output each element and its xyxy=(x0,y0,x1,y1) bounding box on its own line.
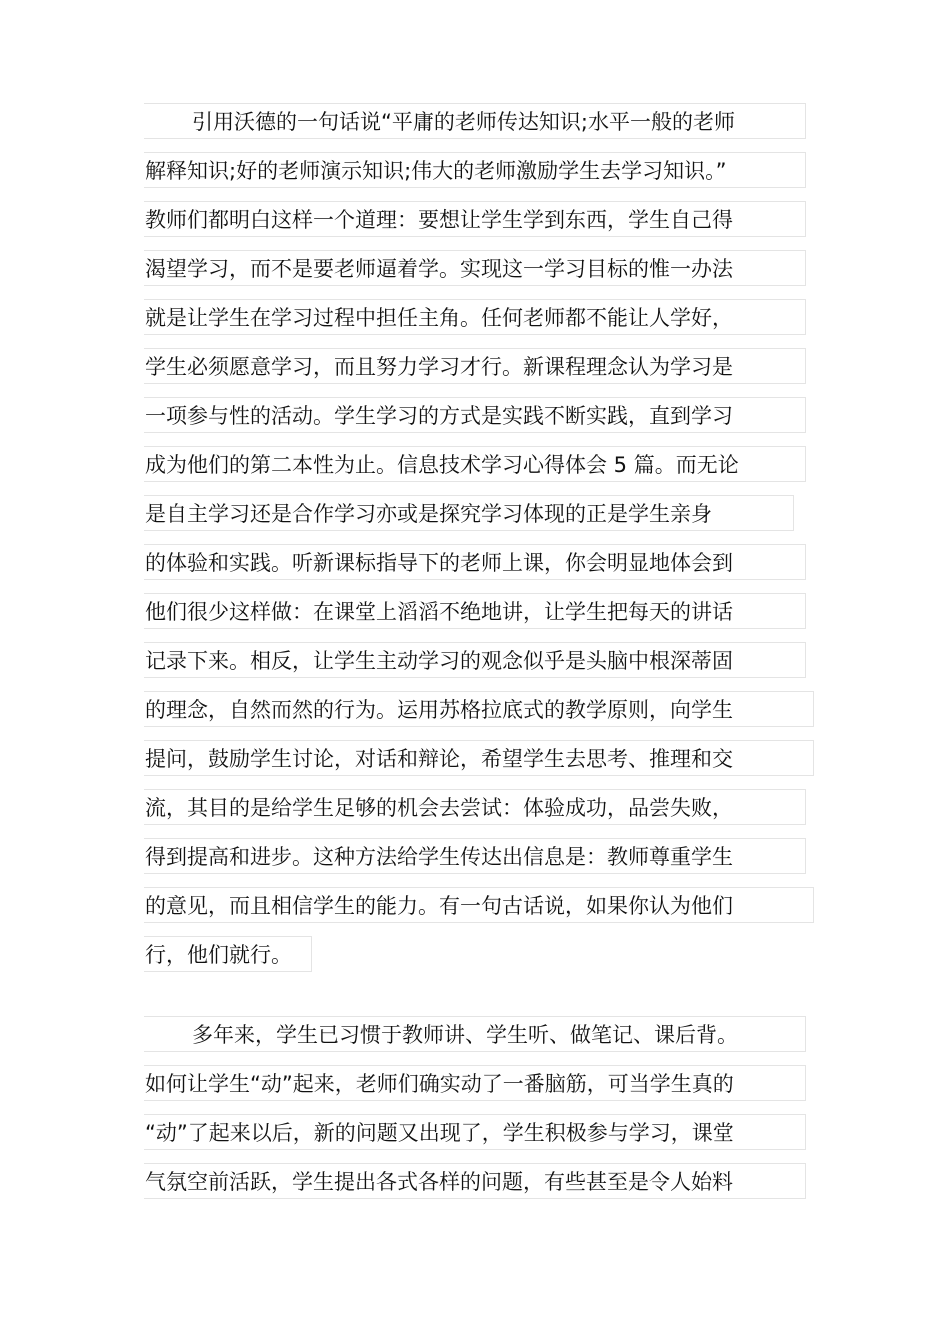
text-line: 气氛空前活跃，学生提出各式各样的问题，有些甚至是令人始料 xyxy=(144,1163,806,1199)
text-line: 的意见，而且相信学生的能力。有一句古话说，如果你认为他们 xyxy=(144,887,814,923)
text-line: 就是让学生在学习过程中担任主角。任何老师都不能让人学好， xyxy=(144,299,806,335)
text-line: 的理念，自然而然的行为。运用苏格拉底式的教学原则，向学生 xyxy=(144,691,814,727)
text-line: 的体验和实践。听新课标指导下的老师上课，你会明显地体会到 xyxy=(144,544,806,580)
text-line: 他们很少这样做：在课堂上滔滔不绝地讲，让学生把每天的讲话 xyxy=(144,593,806,629)
text-line: 渴望学习，而不是要老师逼着学。实现这一学习目标的惟一办法 xyxy=(144,250,806,286)
text-line: 成为他们的第二本性为止。信息技术学习心得体会 5 篇。而无论 xyxy=(144,446,806,482)
text-line: 记录下来。相反，让学生主动学习的观念似乎是头脑中根深蒂固 xyxy=(144,642,806,678)
text-line: 一项参与性的活动。学生学习的方式是实践不断实践，直到学习 xyxy=(144,397,806,433)
text-line: 是自主学习还是合作学习亦或是探究学习体现的正是学生亲身 xyxy=(144,495,794,531)
text-line: “动”了起来以后，新的问题又出现了，学生积极参与学习，课堂 xyxy=(144,1114,806,1150)
text-line: 解释知识;好的老师演示知识;伟大的老师激励学生去学习知识。” xyxy=(144,152,806,188)
text-line: 教师们都明白这样一个道理：要想让学生学到东西，学生自己得 xyxy=(144,201,806,237)
text-line: 得到提高和进步。这种方法给学生传达出信息是：教师尊重学生 xyxy=(144,838,806,874)
text-line: 多年来，学生已习惯于教师讲、学生听、做笔记、课后背。 xyxy=(144,1016,806,1052)
text-line: 流，其目的是给学生足够的机会去尝试：体验成功，品尝失败， xyxy=(144,789,806,825)
text-line: 学生必须愿意学习，而且努力学习才行。新课程理念认为学习是 xyxy=(144,348,806,384)
text-line: 提问，鼓励学生讨论，对话和辩论，希望学生去思考、推理和交 xyxy=(144,740,814,776)
text-line: 行，他们就行。 xyxy=(144,936,312,972)
text-line: 如何让学生“动”起来，老师们确实动了一番脑筋，可当学生真的 xyxy=(144,1065,806,1101)
text-line: 引用沃德的一句话说“平庸的老师传达知识;水平一般的老师 xyxy=(144,103,806,139)
